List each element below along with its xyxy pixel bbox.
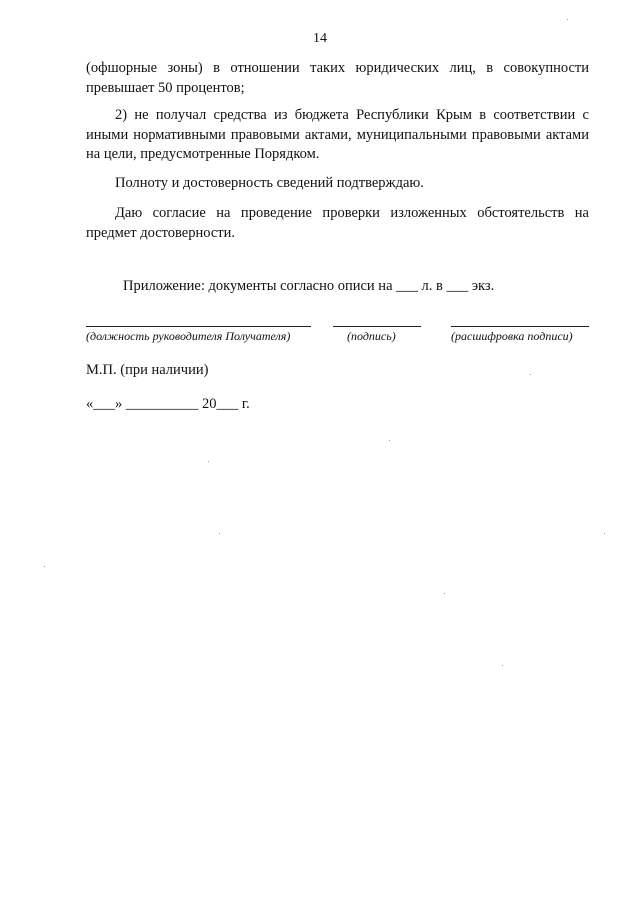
scan-speck — [219, 533, 220, 534]
signature-line — [333, 326, 421, 327]
scan-speck — [567, 19, 568, 20]
scan-speck — [208, 461, 209, 462]
decoding-caption: (расшифровка подписи) — [451, 329, 573, 343]
page-number: 14 — [313, 31, 327, 46]
scan-speck — [530, 374, 531, 375]
attachment-line: Приложение: документы согласно описи на ___ л. в ___ экз. — [123, 278, 495, 294]
paragraph-consent: Даю согласие на проведение проверки изложенных обстоятельств на предмет достоверности. — [86, 205, 589, 241]
decoding-signature-line — [451, 326, 589, 327]
scan-speck — [444, 593, 445, 594]
paragraph-offshore: (офшорные зоны) в отношении таких юридических лиц, в совокупности превышает 50 процентов; — [86, 60, 589, 96]
scan-speck — [44, 566, 45, 567]
stamp-note: М.П. (при наличии) — [86, 362, 209, 378]
scan-speck — [389, 440, 390, 441]
scan-speck — [604, 533, 605, 534]
position-caption: (должность руководителя Получателя) — [86, 329, 291, 343]
signature-caption: (подпись) — [347, 329, 396, 343]
scan-speck — [502, 665, 503, 666]
position-signature-line — [86, 326, 311, 327]
date-line: «___» __________ 20___ г. — [86, 396, 250, 412]
paragraph-budget-funds: 2) не получал средства из бюджета Республики Крым в соответствии с иными нормативными правовыми актами, муниципальными правовыми актами на цели, предусмотренные Порядком. — [86, 107, 589, 162]
paragraph-confirmation: Полноту и достоверность сведений подтверждаю. — [115, 175, 424, 191]
